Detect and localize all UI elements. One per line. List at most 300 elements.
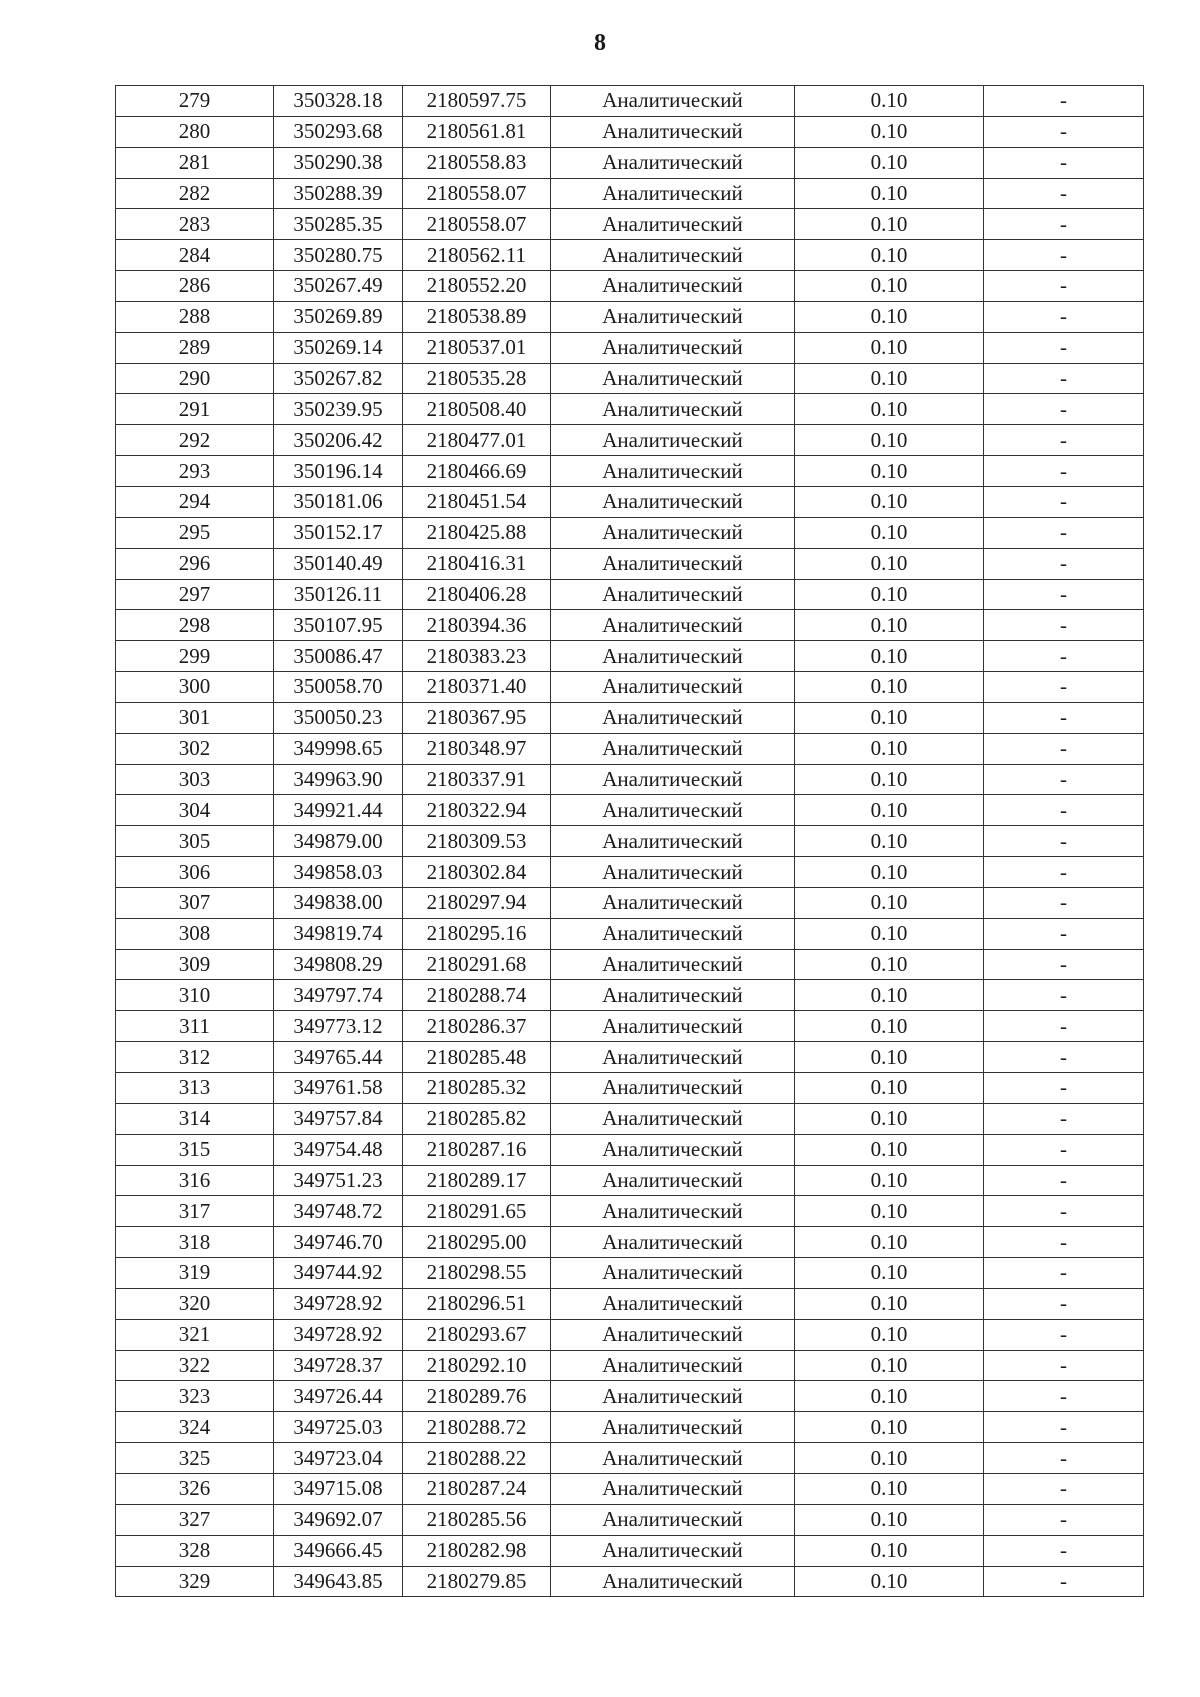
x-coordinate-cell: 350107.95	[274, 610, 403, 641]
table-row	[116, 1165, 1144, 1196]
accuracy-cell: 0.10	[795, 271, 984, 302]
accuracy-cell: 0.10	[795, 918, 984, 949]
description-cell: -	[984, 1165, 1144, 1196]
method-cell: Аналитический	[551, 795, 795, 826]
accuracy-cell: 0.10	[795, 672, 984, 703]
method-cell: Аналитический	[551, 1011, 795, 1042]
x-coordinate-cell: 349761.58	[274, 1073, 403, 1104]
description-cell: -	[984, 1258, 1144, 1289]
method-cell: Аналитический	[551, 178, 795, 209]
point-number-cell: 303	[116, 764, 274, 795]
accuracy-cell: 0.10	[795, 795, 984, 826]
description-cell: -	[984, 209, 1144, 240]
method-cell: Аналитический	[551, 363, 795, 394]
accuracy-cell: 0.10	[795, 209, 984, 240]
point-number-cell: 282	[116, 178, 274, 209]
method-cell: Аналитический	[551, 209, 795, 240]
description-cell: -	[984, 672, 1144, 703]
accuracy-cell: 0.10	[795, 332, 984, 363]
y-coordinate-cell: 2180285.56	[403, 1504, 551, 1535]
method-cell: Аналитический	[551, 579, 795, 610]
x-coordinate-cell: 350140.49	[274, 548, 403, 579]
accuracy-cell: 0.10	[795, 949, 984, 980]
y-coordinate-cell: 2180558.07	[403, 209, 551, 240]
y-coordinate-cell: 2180348.97	[403, 733, 551, 764]
method-cell: Аналитический	[551, 764, 795, 795]
x-coordinate-cell: 349666.45	[274, 1535, 403, 1566]
table-row	[116, 980, 1144, 1011]
description-cell: -	[984, 1073, 1144, 1104]
accuracy-cell: 0.10	[795, 1073, 984, 1104]
table-row	[116, 1011, 1144, 1042]
accuracy-cell: 0.10	[795, 1288, 984, 1319]
method-cell: Аналитический	[551, 1350, 795, 1381]
y-coordinate-cell: 2180302.84	[403, 857, 551, 888]
table-row	[116, 610, 1144, 641]
point-number-cell: 306	[116, 857, 274, 888]
method-cell: Аналитический	[551, 610, 795, 641]
x-coordinate-cell: 350280.75	[274, 240, 403, 271]
table-row	[116, 1042, 1144, 1073]
y-coordinate-cell: 2180295.00	[403, 1227, 551, 1258]
description-cell: -	[984, 795, 1144, 826]
method-cell: Аналитический	[551, 86, 795, 117]
accuracy-cell: 0.10	[795, 1381, 984, 1412]
point-number-cell: 284	[116, 240, 274, 271]
accuracy-cell: 0.10	[795, 1443, 984, 1474]
method-cell: Аналитический	[551, 1443, 795, 1474]
description-cell: -	[984, 764, 1144, 795]
method-cell: Аналитический	[551, 1535, 795, 1566]
table-row	[116, 1134, 1144, 1165]
method-cell: Аналитический	[551, 486, 795, 517]
point-number-cell: 296	[116, 548, 274, 579]
method-cell: Аналитический	[551, 918, 795, 949]
y-coordinate-cell: 2180291.68	[403, 949, 551, 980]
description-cell: -	[984, 271, 1144, 302]
accuracy-cell: 0.10	[795, 1103, 984, 1134]
point-number-cell: 290	[116, 363, 274, 394]
y-coordinate-cell: 2180394.36	[403, 610, 551, 641]
accuracy-cell: 0.10	[795, 1473, 984, 1504]
point-number-cell: 288	[116, 301, 274, 332]
description-cell: -	[984, 733, 1144, 764]
point-number-cell: 312	[116, 1042, 274, 1073]
description-cell: -	[984, 1103, 1144, 1134]
y-coordinate-cell: 2180337.91	[403, 764, 551, 795]
table-row	[116, 240, 1144, 271]
x-coordinate-cell: 349726.44	[274, 1381, 403, 1412]
method-cell: Аналитический	[551, 980, 795, 1011]
table-row	[116, 1319, 1144, 1350]
x-coordinate-cell: 349728.37	[274, 1350, 403, 1381]
method-cell: Аналитический	[551, 1504, 795, 1535]
table-row	[116, 733, 1144, 764]
x-coordinate-cell: 350293.68	[274, 116, 403, 147]
accuracy-cell: 0.10	[795, 857, 984, 888]
description-cell: -	[984, 517, 1144, 548]
point-number-cell: 283	[116, 209, 274, 240]
accuracy-cell: 0.10	[795, 1227, 984, 1258]
table-row	[116, 209, 1144, 240]
x-coordinate-cell: 350328.18	[274, 86, 403, 117]
accuracy-cell: 0.10	[795, 1535, 984, 1566]
x-coordinate-cell: 349744.92	[274, 1258, 403, 1289]
description-cell: -	[984, 301, 1144, 332]
description-cell: -	[984, 1288, 1144, 1319]
point-number-cell: 300	[116, 672, 274, 703]
method-cell: Аналитический	[551, 1134, 795, 1165]
description-cell: -	[984, 116, 1144, 147]
method-cell: Аналитический	[551, 1473, 795, 1504]
x-coordinate-cell: 349773.12	[274, 1011, 403, 1042]
point-number-cell: 295	[116, 517, 274, 548]
method-cell: Аналитический	[551, 332, 795, 363]
x-coordinate-cell: 349998.65	[274, 733, 403, 764]
accuracy-cell: 0.10	[795, 456, 984, 487]
point-number-cell: 297	[116, 579, 274, 610]
point-number-cell: 324	[116, 1412, 274, 1443]
description-cell: -	[984, 425, 1144, 456]
description-cell: -	[984, 1381, 1144, 1412]
point-number-cell: 280	[116, 116, 274, 147]
description-cell: -	[984, 1504, 1144, 1535]
description-cell: -	[984, 178, 1144, 209]
method-cell: Аналитический	[551, 1412, 795, 1443]
table-row	[116, 1412, 1144, 1443]
table-row	[116, 1443, 1144, 1474]
point-number-cell: 305	[116, 826, 274, 857]
table-row	[116, 1566, 1144, 1597]
method-cell: Аналитический	[551, 641, 795, 672]
point-number-cell: 321	[116, 1319, 274, 1350]
x-coordinate-cell: 350196.14	[274, 456, 403, 487]
description-cell: -	[984, 332, 1144, 363]
y-coordinate-cell: 2180322.94	[403, 795, 551, 826]
x-coordinate-cell: 349808.29	[274, 949, 403, 980]
accuracy-cell: 0.10	[795, 1165, 984, 1196]
accuracy-cell: 0.10	[795, 1134, 984, 1165]
x-coordinate-cell: 350267.49	[274, 271, 403, 302]
y-coordinate-cell: 2180286.37	[403, 1011, 551, 1042]
y-coordinate-cell: 2180367.95	[403, 702, 551, 733]
table-row	[116, 1535, 1144, 1566]
method-cell: Аналитический	[551, 116, 795, 147]
accuracy-cell: 0.10	[795, 1258, 984, 1289]
method-cell: Аналитический	[551, 1227, 795, 1258]
point-number-cell: 329	[116, 1566, 274, 1597]
point-number-cell: 316	[116, 1165, 274, 1196]
description-cell: -	[984, 918, 1144, 949]
y-coordinate-cell: 2180561.81	[403, 116, 551, 147]
table-row	[116, 887, 1144, 918]
table-row	[116, 857, 1144, 888]
y-coordinate-cell: 2180466.69	[403, 456, 551, 487]
y-coordinate-cell: 2180552.20	[403, 271, 551, 302]
x-coordinate-cell: 349746.70	[274, 1227, 403, 1258]
method-cell: Аналитический	[551, 1381, 795, 1412]
y-coordinate-cell: 2180562.11	[403, 240, 551, 271]
description-cell: -	[984, 702, 1144, 733]
point-number-cell: 304	[116, 795, 274, 826]
method-cell: Аналитический	[551, 456, 795, 487]
y-coordinate-cell: 2180298.55	[403, 1258, 551, 1289]
y-coordinate-cell: 2180285.48	[403, 1042, 551, 1073]
point-number-cell: 311	[116, 1011, 274, 1042]
method-cell: Аналитический	[551, 1042, 795, 1073]
x-coordinate-cell: 350050.23	[274, 702, 403, 733]
point-number-cell: 292	[116, 425, 274, 456]
accuracy-cell: 0.10	[795, 147, 984, 178]
x-coordinate-cell: 349757.84	[274, 1103, 403, 1134]
point-number-cell: 293	[116, 456, 274, 487]
y-coordinate-cell: 2180558.83	[403, 147, 551, 178]
description-cell: -	[984, 1196, 1144, 1227]
accuracy-cell: 0.10	[795, 240, 984, 271]
x-coordinate-cell: 349858.03	[274, 857, 403, 888]
page-number: 8	[594, 30, 606, 56]
x-coordinate-cell: 350288.39	[274, 178, 403, 209]
description-cell: -	[984, 579, 1144, 610]
table-row	[116, 486, 1144, 517]
description-cell: -	[984, 240, 1144, 271]
y-coordinate-cell: 2180282.98	[403, 1535, 551, 1566]
accuracy-cell: 0.10	[795, 733, 984, 764]
accuracy-cell: 0.10	[795, 1319, 984, 1350]
method-cell: Аналитический	[551, 1165, 795, 1196]
y-coordinate-cell: 2180535.28	[403, 363, 551, 394]
y-coordinate-cell: 2180289.76	[403, 1381, 551, 1412]
method-cell: Аналитический	[551, 1566, 795, 1597]
coordinates-table	[115, 85, 1144, 1597]
table-row	[116, 363, 1144, 394]
method-cell: Аналитический	[551, 733, 795, 764]
y-coordinate-cell: 2180477.01	[403, 425, 551, 456]
table-row	[116, 1473, 1144, 1504]
y-coordinate-cell: 2180508.40	[403, 394, 551, 425]
description-cell: -	[984, 1227, 1144, 1258]
x-coordinate-cell: 349921.44	[274, 795, 403, 826]
table-row	[116, 1288, 1144, 1319]
x-coordinate-cell: 349748.72	[274, 1196, 403, 1227]
method-cell: Аналитический	[551, 301, 795, 332]
point-number-cell: 314	[116, 1103, 274, 1134]
accuracy-cell: 0.10	[795, 1350, 984, 1381]
x-coordinate-cell: 349715.08	[274, 1473, 403, 1504]
accuracy-cell: 0.10	[795, 517, 984, 548]
x-coordinate-cell: 349723.04	[274, 1443, 403, 1474]
accuracy-cell: 0.10	[795, 363, 984, 394]
point-number-cell: 325	[116, 1443, 274, 1474]
method-cell: Аналитический	[551, 857, 795, 888]
x-coordinate-cell: 349725.03	[274, 1412, 403, 1443]
method-cell: Аналитический	[551, 1288, 795, 1319]
table-row	[116, 394, 1144, 425]
point-number-cell: 328	[116, 1535, 274, 1566]
point-number-cell: 299	[116, 641, 274, 672]
accuracy-cell: 0.10	[795, 579, 984, 610]
y-coordinate-cell: 2180288.22	[403, 1443, 551, 1474]
y-coordinate-cell: 2180287.24	[403, 1473, 551, 1504]
point-number-cell: 319	[116, 1258, 274, 1289]
accuracy-cell: 0.10	[795, 980, 984, 1011]
accuracy-cell: 0.10	[795, 1504, 984, 1535]
accuracy-cell: 0.10	[795, 1042, 984, 1073]
table-row	[116, 826, 1144, 857]
description-cell: -	[984, 486, 1144, 517]
y-coordinate-cell: 2180537.01	[403, 332, 551, 363]
y-coordinate-cell: 2180383.23	[403, 641, 551, 672]
table-row	[116, 1381, 1144, 1412]
table-row	[116, 1196, 1144, 1227]
y-coordinate-cell: 2180285.32	[403, 1073, 551, 1104]
description-cell: -	[984, 1473, 1144, 1504]
accuracy-cell: 0.10	[795, 610, 984, 641]
method-cell: Аналитический	[551, 394, 795, 425]
table-row	[116, 702, 1144, 733]
point-number-cell: 281	[116, 147, 274, 178]
table-row	[116, 332, 1144, 363]
y-coordinate-cell: 2180296.51	[403, 1288, 551, 1319]
x-coordinate-cell: 349819.74	[274, 918, 403, 949]
method-cell: Аналитический	[551, 1196, 795, 1227]
y-coordinate-cell: 2180289.17	[403, 1165, 551, 1196]
y-coordinate-cell: 2180291.65	[403, 1196, 551, 1227]
point-number-cell: 326	[116, 1473, 274, 1504]
accuracy-cell: 0.10	[795, 301, 984, 332]
description-cell: -	[984, 1566, 1144, 1597]
description-cell: -	[984, 887, 1144, 918]
y-coordinate-cell: 2180297.94	[403, 887, 551, 918]
description-cell: -	[984, 363, 1144, 394]
point-number-cell: 318	[116, 1227, 274, 1258]
point-number-cell: 298	[116, 610, 274, 641]
table-row	[116, 1103, 1144, 1134]
method-cell: Аналитический	[551, 1103, 795, 1134]
description-cell: -	[984, 1042, 1144, 1073]
accuracy-cell: 0.10	[795, 702, 984, 733]
table-row	[116, 116, 1144, 147]
description-cell: -	[984, 826, 1144, 857]
x-coordinate-cell: 349879.00	[274, 826, 403, 857]
accuracy-cell: 0.10	[795, 548, 984, 579]
description-cell: -	[984, 1412, 1144, 1443]
table-row	[116, 1073, 1144, 1104]
description-cell: -	[984, 1350, 1144, 1381]
point-number-cell: 302	[116, 733, 274, 764]
accuracy-cell: 0.10	[795, 178, 984, 209]
description-cell: -	[984, 1535, 1144, 1566]
method-cell: Аналитический	[551, 672, 795, 703]
y-coordinate-cell: 2180293.67	[403, 1319, 551, 1350]
accuracy-cell: 0.10	[795, 425, 984, 456]
point-number-cell: 317	[116, 1196, 274, 1227]
accuracy-cell: 0.10	[795, 86, 984, 117]
x-coordinate-cell: 350086.47	[274, 641, 403, 672]
x-coordinate-cell: 349728.92	[274, 1288, 403, 1319]
x-coordinate-cell: 350152.17	[274, 517, 403, 548]
accuracy-cell: 0.10	[795, 1196, 984, 1227]
point-number-cell: 307	[116, 887, 274, 918]
point-number-cell: 294	[116, 486, 274, 517]
description-cell: -	[984, 1134, 1144, 1165]
y-coordinate-cell: 2180279.85	[403, 1566, 551, 1597]
point-number-cell: 301	[116, 702, 274, 733]
x-coordinate-cell: 350269.89	[274, 301, 403, 332]
table-row	[116, 918, 1144, 949]
x-coordinate-cell: 349754.48	[274, 1134, 403, 1165]
y-coordinate-cell: 2180371.40	[403, 672, 551, 703]
point-number-cell: 313	[116, 1073, 274, 1104]
y-coordinate-cell: 2180416.31	[403, 548, 551, 579]
x-coordinate-cell: 350126.11	[274, 579, 403, 610]
method-cell: Аналитический	[551, 240, 795, 271]
table-row	[116, 579, 1144, 610]
point-number-cell: 315	[116, 1134, 274, 1165]
point-number-cell: 309	[116, 949, 274, 980]
method-cell: Аналитический	[551, 517, 795, 548]
point-number-cell: 310	[116, 980, 274, 1011]
y-coordinate-cell: 2180295.16	[403, 918, 551, 949]
x-coordinate-cell: 349797.74	[274, 980, 403, 1011]
table-row	[116, 1504, 1144, 1535]
table-row	[116, 178, 1144, 209]
x-coordinate-cell: 350285.35	[274, 209, 403, 240]
method-cell: Аналитический	[551, 425, 795, 456]
description-cell: -	[984, 980, 1144, 1011]
x-coordinate-cell: 349692.07	[274, 1504, 403, 1535]
method-cell: Аналитический	[551, 548, 795, 579]
accuracy-cell: 0.10	[795, 887, 984, 918]
table-row	[116, 1350, 1144, 1381]
accuracy-cell: 0.10	[795, 1566, 984, 1597]
point-number-cell: 291	[116, 394, 274, 425]
x-coordinate-cell: 350269.14	[274, 332, 403, 363]
table-row	[116, 301, 1144, 332]
y-coordinate-cell: 2180287.16	[403, 1134, 551, 1165]
y-coordinate-cell: 2180425.88	[403, 517, 551, 548]
table-body	[116, 86, 1144, 1597]
x-coordinate-cell: 349963.90	[274, 764, 403, 795]
description-cell: -	[984, 857, 1144, 888]
table-row	[116, 271, 1144, 302]
x-coordinate-cell: 350206.42	[274, 425, 403, 456]
table-row	[116, 147, 1144, 178]
y-coordinate-cell: 2180292.10	[403, 1350, 551, 1381]
method-cell: Аналитический	[551, 1319, 795, 1350]
description-cell: -	[984, 949, 1144, 980]
point-number-cell: 323	[116, 1381, 274, 1412]
accuracy-cell: 0.10	[795, 641, 984, 672]
accuracy-cell: 0.10	[795, 394, 984, 425]
x-coordinate-cell: 350267.82	[274, 363, 403, 394]
description-cell: -	[984, 86, 1144, 117]
x-coordinate-cell: 350239.95	[274, 394, 403, 425]
x-coordinate-cell: 350058.70	[274, 672, 403, 703]
table-row	[116, 795, 1144, 826]
accuracy-cell: 0.10	[795, 1011, 984, 1042]
description-cell: -	[984, 1011, 1144, 1042]
table-row	[116, 548, 1144, 579]
description-cell: -	[984, 548, 1144, 579]
method-cell: Аналитический	[551, 271, 795, 302]
table-row	[116, 1227, 1144, 1258]
y-coordinate-cell: 2180406.28	[403, 579, 551, 610]
description-cell: -	[984, 394, 1144, 425]
description-cell: -	[984, 456, 1144, 487]
method-cell: Аналитический	[551, 702, 795, 733]
method-cell: Аналитический	[551, 1258, 795, 1289]
